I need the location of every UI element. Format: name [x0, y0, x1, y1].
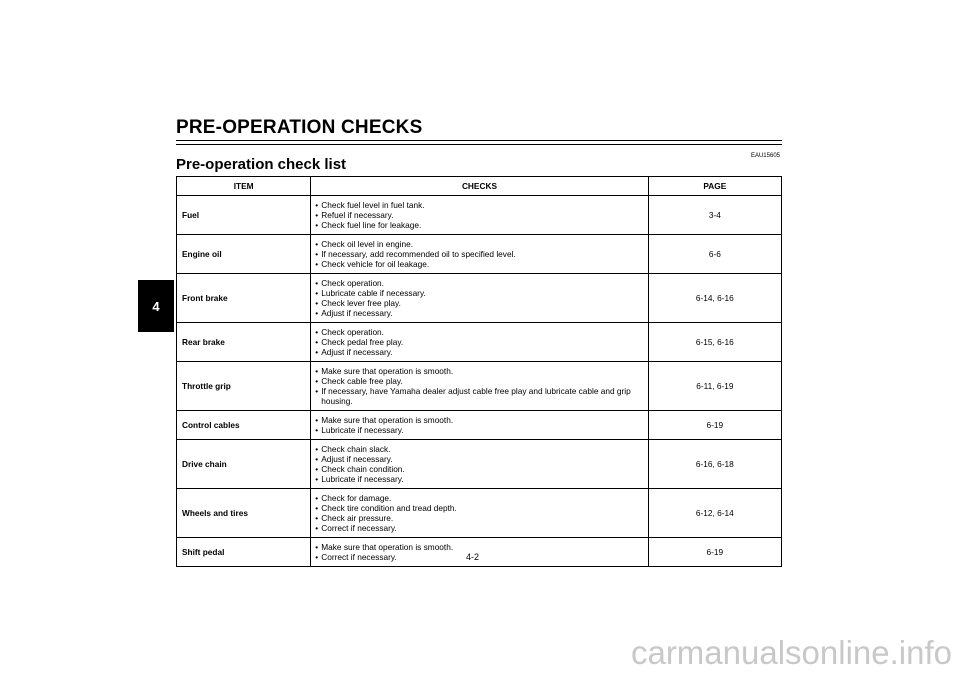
check-item: • Check cable free play.: [315, 376, 643, 386]
check-item: • Check fuel level in fuel tank.: [315, 200, 643, 210]
check-item: • Check vehicle for oil leakage.: [315, 259, 643, 269]
checks-list: [315, 415, 643, 435]
page-ref-cell: 6-14, 6-16: [648, 274, 781, 323]
page-ref-cell: 6-11, 6-19: [648, 362, 781, 411]
item-cell: Fuel: [177, 196, 311, 235]
checks-cell: [311, 323, 648, 362]
checks-list: [315, 444, 643, 484]
check-item: • Correct if necessary.: [315, 523, 643, 533]
check-item: • Adjust if necessary.: [315, 454, 643, 464]
table-row: [177, 489, 782, 538]
checks-cell: [311, 440, 648, 489]
item-cell: Shift pedal: [177, 538, 311, 567]
section-title: Pre-operation check list: [176, 156, 347, 173]
check-item: • Check air pressure.: [315, 513, 643, 523]
check-item: • Check oil level in engine.: [315, 239, 643, 249]
table-row: [177, 323, 782, 362]
check-item: • If necessary, add recommended oil to specified level.: [315, 249, 643, 259]
check-item: • Make sure that operation is smooth.: [315, 542, 643, 552]
column-header-checks: CHECKS: [311, 177, 648, 196]
checks-list: [315, 278, 643, 318]
page-ref-cell: 3-4: [648, 196, 781, 235]
page-ref-cell: 6-15, 6-16: [648, 323, 781, 362]
check-item: • If necessary, have Yamaha dealer adjust cable free play and lubricate cable and grip housing.: [315, 386, 643, 406]
check-item: • Check tire condition and tread depth.: [315, 503, 643, 513]
table-row: [177, 411, 782, 440]
check-item: • Refuel if necessary.: [315, 210, 643, 220]
table-row: [177, 235, 782, 274]
item-cell: Control cables: [177, 411, 311, 440]
checks-list: [315, 327, 643, 357]
pre-operation-check-table: [176, 176, 782, 567]
check-item: • Make sure that operation is smooth.: [315, 366, 643, 376]
checks-cell: [311, 411, 648, 440]
chapter-tab: 4: [138, 280, 174, 332]
table-body: [177, 196, 782, 567]
page-number: 4-2: [466, 552, 480, 562]
check-item: • Check lever free play.: [315, 298, 643, 308]
item-cell: Throttle grip: [177, 362, 311, 411]
item-cell: Front brake: [177, 274, 311, 323]
check-item: • Check operation.: [315, 278, 643, 288]
column-header-page: PAGE: [648, 177, 781, 196]
item-cell: Wheels and tires: [177, 489, 311, 538]
page-ref-cell: 6-19: [648, 538, 781, 567]
check-item: • Make sure that operation is smooth.: [315, 415, 643, 425]
page-ref-cell: 6-6: [648, 235, 781, 274]
checks-cell: [311, 362, 648, 411]
page-ref-cell: 6-16, 6-18: [648, 440, 781, 489]
check-item: • Check fuel line for leakage.: [315, 220, 643, 230]
check-item: • Lubricate if necessary.: [315, 425, 643, 435]
checks-cell: [311, 235, 648, 274]
check-item: • Check chain condition.: [315, 464, 643, 474]
check-item: • Check operation.: [315, 327, 643, 337]
check-item: • Correct if necessary.: [315, 552, 643, 562]
checks-list: [315, 200, 643, 230]
checks-cell: [311, 196, 648, 235]
item-cell: Drive chain: [177, 440, 311, 489]
table-row: [177, 274, 782, 323]
check-item: • Lubricate cable if necessary.: [315, 288, 643, 298]
check-item: • Adjust if necessary.: [315, 308, 643, 318]
check-item: • Check for damage.: [315, 493, 643, 503]
check-item: • Check chain slack.: [315, 444, 643, 454]
table-row: [177, 362, 782, 411]
page-title: PRE-OPERATION CHECKS: [176, 117, 423, 138]
check-item: • Check pedal free play.: [315, 337, 643, 347]
item-cell: Rear brake: [177, 323, 311, 362]
checks-cell: [311, 489, 648, 538]
table-header-row: [177, 177, 782, 196]
check-item: • Adjust if necessary.: [315, 347, 643, 357]
page-ref-cell: 6-19: [648, 411, 781, 440]
checks-list: [315, 239, 643, 269]
checks-cell: [311, 538, 648, 567]
reference-code: EAU15605: [750, 153, 780, 159]
checks-list: [315, 493, 643, 533]
watermark: carmanualsonline.info: [630, 634, 952, 671]
table-row: [177, 440, 782, 489]
check-item: • Lubricate if necessary.: [315, 474, 643, 484]
page-ref-cell: 6-12, 6-14: [648, 489, 781, 538]
item-cell: Engine oil: [177, 235, 311, 274]
column-header-item: ITEM: [177, 177, 311, 196]
checks-list: [315, 542, 643, 562]
title-rule: [176, 140, 782, 145]
checks-list: [315, 366, 643, 406]
table-row: [177, 196, 782, 235]
checks-cell: [311, 274, 648, 323]
